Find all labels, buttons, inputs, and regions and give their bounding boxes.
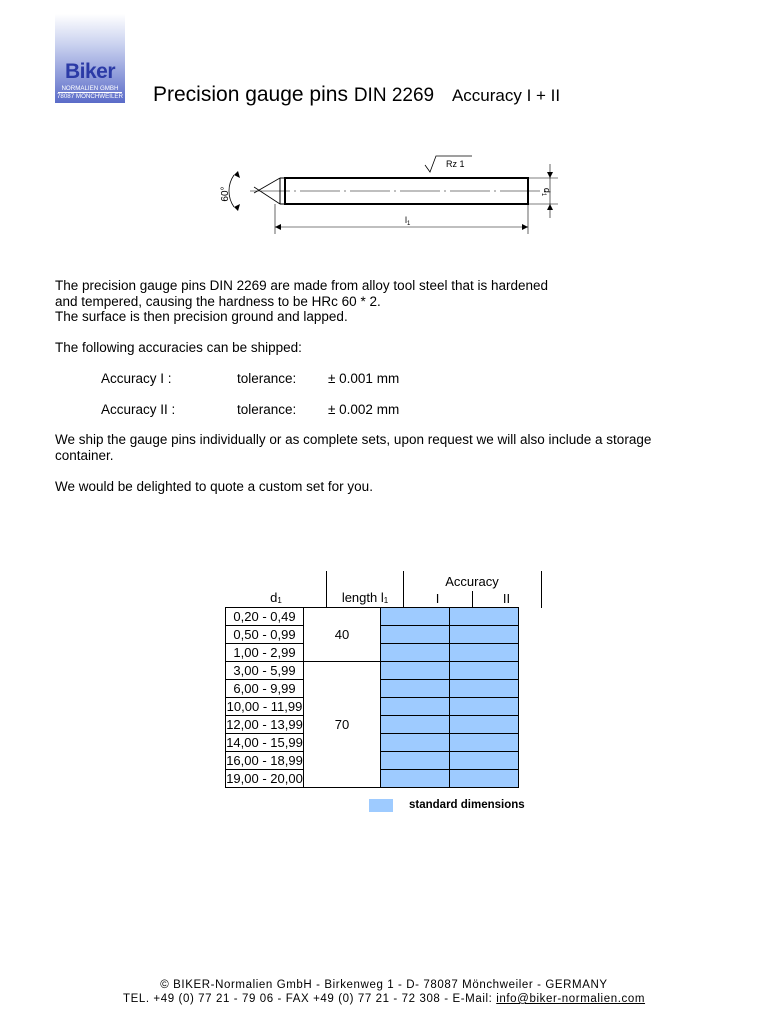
table-row	[226, 608, 519, 626]
dimensions-table	[225, 607, 519, 788]
accuracy-I-cell	[381, 698, 450, 716]
intro-paragraph	[55, 278, 548, 325]
d1-cell: 3,00 - 5,99	[226, 662, 304, 680]
accuracy-II-cell	[450, 752, 519, 770]
accuracy-I-cell	[381, 608, 450, 626]
intro-line1: The precision gauge pins DIN 2269 are made from alloy tool steel that is hardened	[55, 278, 549, 293]
length-cell: 40	[304, 608, 381, 662]
accuracy-II-cell	[450, 680, 519, 698]
accuracy-row-value: ± 0.001 mm	[328, 371, 400, 386]
table-row	[226, 662, 519, 680]
accuracy-II-cell	[450, 608, 519, 626]
d1-cell: 1,00 - 2,99	[226, 644, 304, 662]
column-I-header: I	[435, 591, 440, 606]
intro-line3: The surface is then precision ground and lapped.	[55, 309, 348, 324]
logo-line1: NORMALIEN GMBH	[61, 85, 119, 92]
logo-line2: 78087 MÖNCHWEILER	[56, 93, 124, 100]
diameter-sub: 1	[540, 192, 546, 197]
accuracy-I-cell	[381, 680, 450, 698]
length-label: l	[405, 215, 407, 225]
accuracy-I-cell	[381, 770, 450, 788]
angle-label: 60°	[220, 186, 231, 202]
company-logo	[55, 14, 125, 103]
accuracy-row-label: tolerance:	[237, 371, 297, 386]
title-accuracy: Accuracy I + II	[451, 86, 561, 105]
accuracy-II-cell	[450, 662, 519, 680]
accuracy-row-value: ± 0.002 mm	[328, 402, 400, 417]
column-length-header: length $l_1$	[341, 590, 389, 605]
quote-paragraph: We would be delighted to quote a custom set for you.	[55, 479, 373, 494]
svg-text:l1	[405, 215, 411, 227]
footer-contact	[0, 993, 768, 1005]
accuracy-II-cell	[450, 626, 519, 644]
accuracy-I-cell	[381, 662, 450, 680]
length-cell: 70	[304, 662, 381, 788]
accuracy-II-cell	[450, 770, 519, 788]
d1-cell: 12,00 - 13,99	[226, 717, 303, 732]
accuracy-I-cell	[381, 752, 450, 770]
intro-line2: and tempered, causing the hardness to be HRc 60 * 2.	[55, 293, 381, 309]
logo-brand: Biker	[64, 60, 116, 83]
roughness-label: Rz 1	[446, 159, 465, 169]
accuracy-I-cell	[381, 734, 450, 752]
accuracy-II-cell	[450, 716, 519, 734]
accuracy-row-label: tolerance:	[237, 402, 297, 417]
d1-cell: 10,00 - 11,99	[226, 699, 303, 714]
accuracy-I-cell	[381, 626, 450, 644]
accuracy-row-name: Accuracy I :	[101, 371, 172, 386]
shipping-line1: We ship the gauge pins individually or as complete sets, upon request we will also include a storage	[55, 432, 652, 447]
accuracy-column-header: Accuracy	[445, 574, 499, 589]
shipping-paragraph	[55, 432, 651, 463]
page-title	[153, 82, 560, 109]
accuracy-II-cell	[450, 734, 519, 752]
diameter-label: d	[542, 187, 552, 193]
accuracy-row-2	[101, 402, 175, 417]
column-II-header: II	[502, 591, 511, 606]
d1-cell: 14,00 - 15,99	[226, 735, 303, 750]
length-sub: 1	[407, 221, 411, 227]
accuracy-row-1	[101, 371, 172, 386]
gauge-pin-drawing	[210, 150, 570, 240]
d1-cell: 0,50 - 0,99	[226, 626, 304, 644]
column-d1-header: $d_1$	[270, 590, 282, 605]
accuracy-I-cell	[381, 644, 450, 662]
title-din: DIN 2269	[353, 85, 435, 106]
footer-address: © BIKER-Normalien GmbH - Birkenweg 1 - D- 78087 Mönchweiler - GERMANY	[160, 979, 608, 991]
accuracy-I-cell	[381, 716, 450, 734]
footer-phone-fax: TEL. +49 (0) 77 21 - 79 06 - FAX +49 (0) 77 21 - 72 308 - E-Mail:	[122, 993, 497, 1005]
accuracy-row-name: Accuracy II :	[101, 402, 176, 417]
accuracy-II-cell	[450, 698, 519, 716]
accuracy-heading: The following accuracies can be shipped:	[55, 340, 302, 355]
d1-cell: 6,00 - 9,99	[226, 680, 304, 698]
legend-swatch	[369, 799, 393, 812]
title-main: Precision gauge pins	[153, 83, 348, 106]
d1-cell: 0,20 - 0,49	[226, 608, 304, 626]
accuracy-II-cell	[450, 644, 519, 662]
d1-cell: 16,00 - 18,99	[226, 753, 303, 768]
d1-cell: 19,00 - 20,00	[226, 771, 303, 786]
legend-label: standard dimensions	[409, 799, 525, 811]
email-link[interactable]: info@biker-normalien.com	[496, 993, 646, 1005]
shipping-line2: container.	[55, 447, 114, 463]
